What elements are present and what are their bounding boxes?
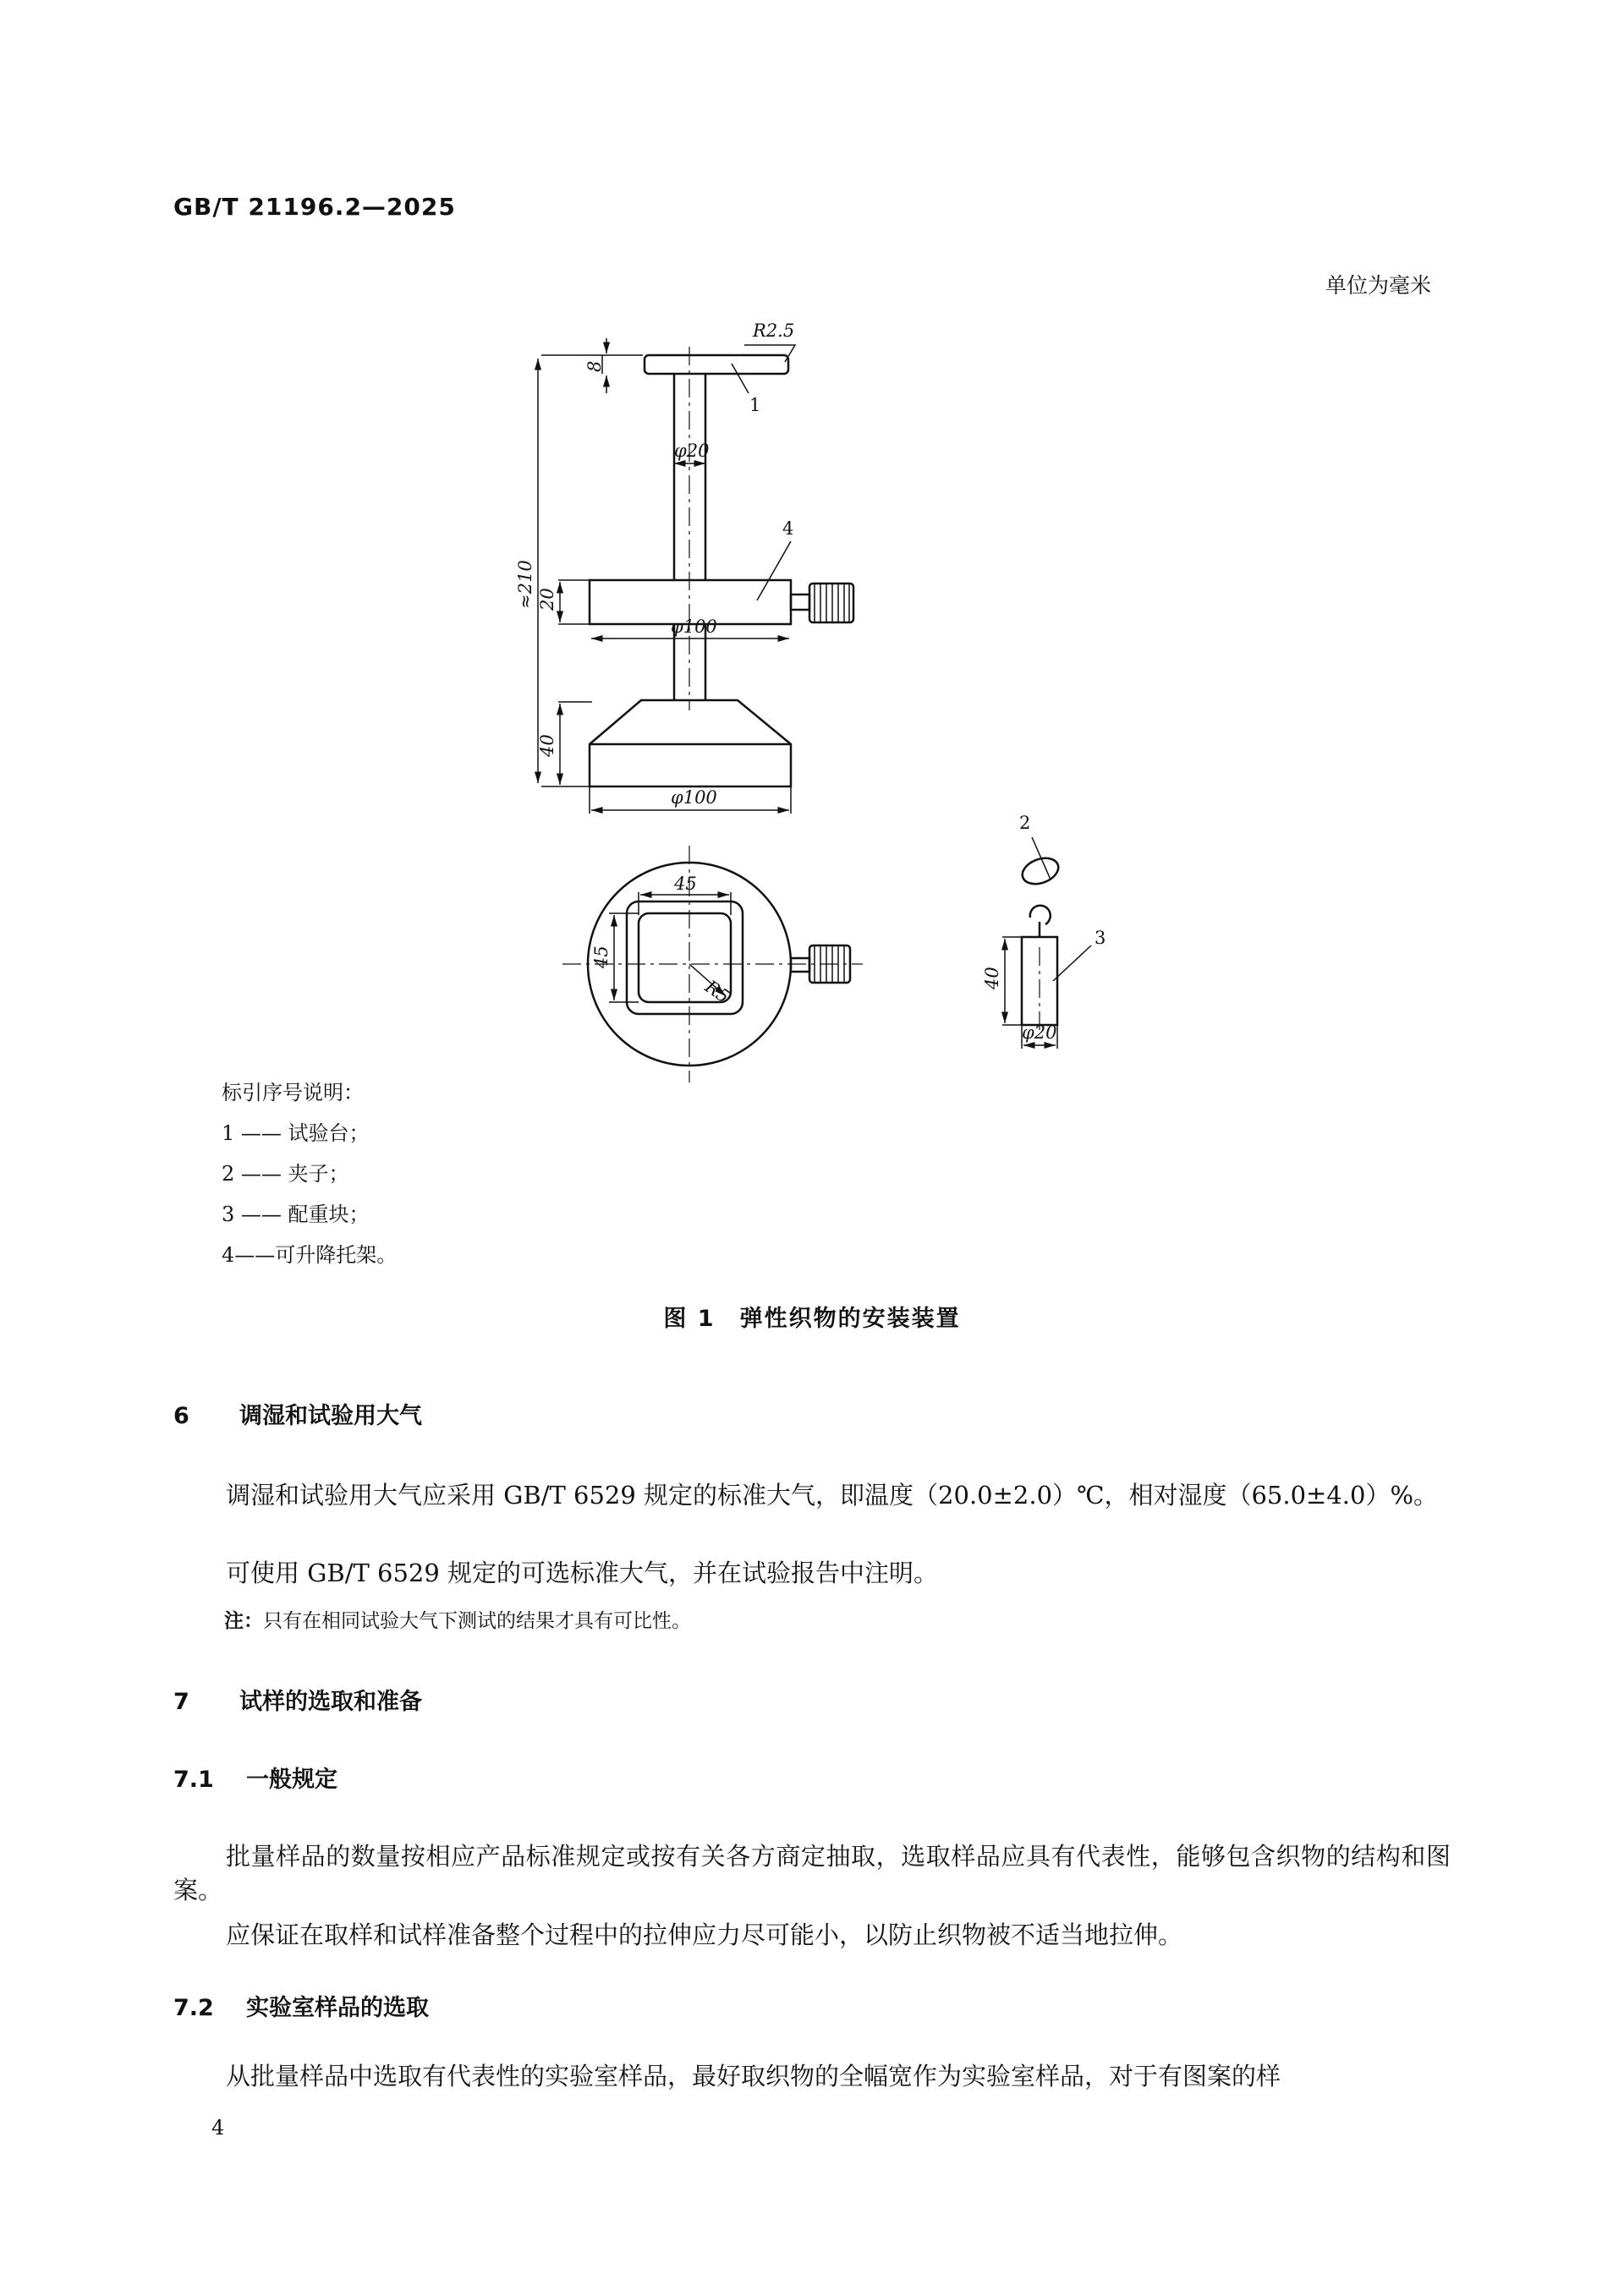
subsection-title: 一般规定 bbox=[246, 1767, 337, 1793]
section-6-note bbox=[224, 1605, 691, 1633]
section-7-heading bbox=[173, 1683, 422, 1716]
section-title: 试样的选取和准备 bbox=[239, 1689, 422, 1715]
section-7-2-heading bbox=[173, 1989, 429, 2022]
note-label: 注： bbox=[224, 1610, 263, 1632]
dim-8: 8 bbox=[584, 360, 605, 372]
dim-210: ≈210 bbox=[515, 560, 535, 609]
dim-45-height: 45 bbox=[591, 945, 612, 968]
subsection-title: 实验室样品的选取 bbox=[246, 1995, 429, 2021]
section-number: 6 bbox=[173, 1403, 189, 1429]
unit-note: 单位为毫米 bbox=[1325, 273, 1431, 298]
legend-item-4: 4——可升降托架。 bbox=[222, 1243, 398, 1267]
test-table-plate bbox=[645, 355, 788, 374]
callout-1: 1 bbox=[749, 395, 761, 415]
note-text: 只有在相同试验大气下测试的结果才具有可比性。 bbox=[263, 1610, 691, 1632]
section-7-1-para-2: 应保证在取样和试样准备整个过程中的拉伸应力尽可能小，以防止织物被不适当地拉伸。 bbox=[226, 1921, 1183, 1949]
section-6-para-1: 调湿和试验用大气应采用 GB/T 6529 规定的标准大气，即温度（20.0±2.0）℃，相对湿度（65.0±4.0）%。 bbox=[226, 1481, 1439, 1510]
dim-d100-bracket: φ100 bbox=[671, 616, 717, 637]
section-7-1-para-1: 批量样品的数量按相应产品标准规定或按有关各方商定抽取，选取样品应具有代表性，能够包含织物的结构和图案。 bbox=[173, 1842, 1451, 1904]
dim-20: 20 bbox=[537, 588, 557, 611]
section-7-2-para-1: 从批量样品中选取有代表性的实验室样品，最好取织物的全幅宽作为实验室样品，对于有图案的样 bbox=[226, 2062, 1281, 2091]
dim-45-width: 45 bbox=[674, 874, 697, 894]
dim-d20-weight: φ20 bbox=[1022, 1022, 1057, 1043]
subsection-number: 7.1 bbox=[173, 1767, 214, 1793]
knob bbox=[809, 584, 853, 622]
dim-d20: φ20 bbox=[674, 441, 710, 461]
callout-4: 4 bbox=[782, 518, 794, 539]
legend-item-3: 3 —— 配重块； bbox=[222, 1203, 370, 1226]
subsection-number: 7.2 bbox=[173, 1995, 214, 2021]
figure-caption: 图 1 弹性织物的安装装置 bbox=[663, 1306, 961, 1332]
apparatus-figure bbox=[0, 0, 1624, 1082]
dim-d100-base: φ100 bbox=[671, 787, 717, 808]
page-number: 4 bbox=[211, 2116, 225, 2140]
section-6-heading bbox=[173, 1397, 422, 1430]
standard-id: GB/T 21196.2—2025 bbox=[173, 193, 456, 221]
dim-r5: R5 bbox=[701, 976, 733, 1007]
section-6-para-2: 可使用 GB/T 6529 规定的可选标准大气，并在试验报告中注明。 bbox=[226, 1559, 939, 1587]
dim-r25: R2.5 bbox=[753, 321, 795, 341]
callout-3: 3 bbox=[1095, 928, 1106, 948]
dim-40: 40 bbox=[537, 734, 557, 757]
legend-title: 标引序号说明： bbox=[222, 1081, 364, 1104]
dim-40-weight: 40 bbox=[982, 967, 1002, 989]
clamp bbox=[1019, 853, 1062, 888]
legend-item-2: 2 —— 夹子； bbox=[222, 1162, 349, 1186]
callout-2: 2 bbox=[1019, 813, 1031, 833]
section-title: 调湿和试验用大气 bbox=[239, 1403, 422, 1429]
legend-item-1: 1 —— 试验台； bbox=[222, 1121, 370, 1145]
section-7-1-heading bbox=[173, 1761, 337, 1794]
section-number: 7 bbox=[173, 1689, 189, 1715]
